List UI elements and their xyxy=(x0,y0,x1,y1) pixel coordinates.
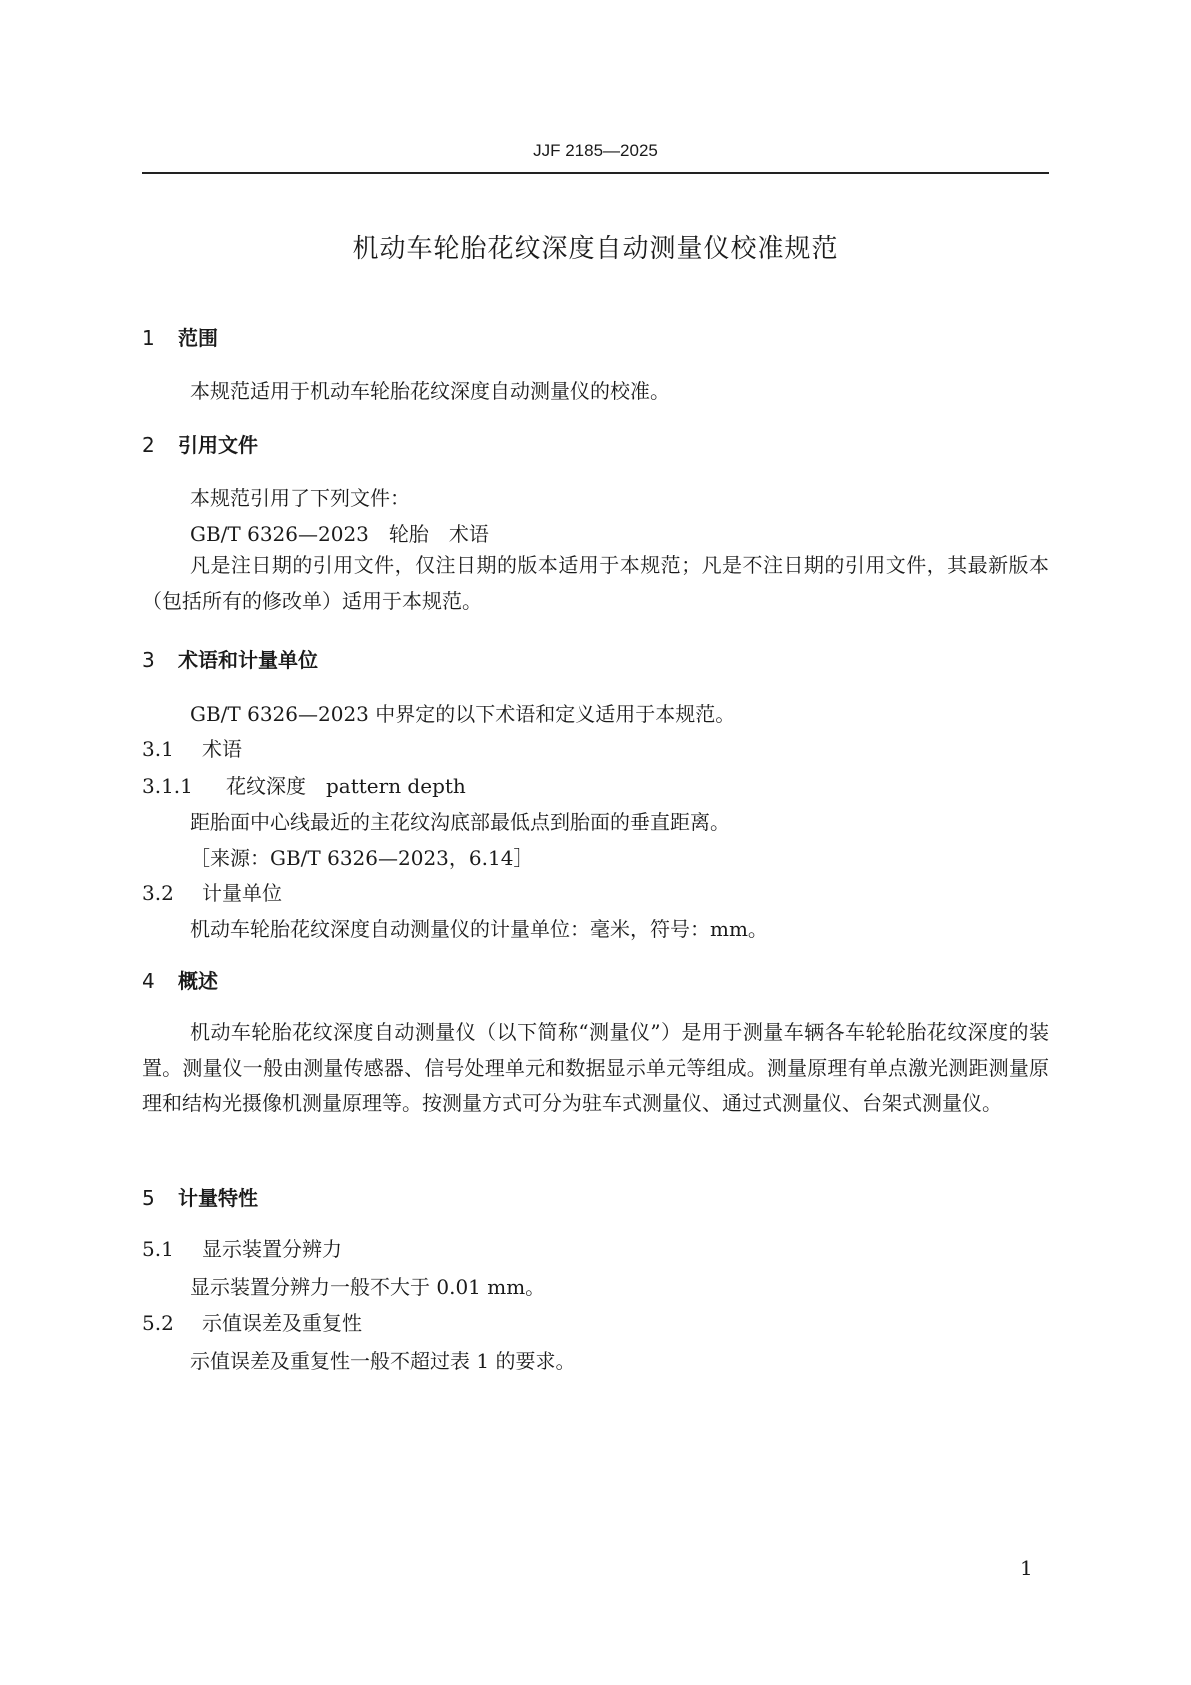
error-text: 示值误差及重复性一般不超过表 1 的要求。 xyxy=(190,1349,576,1373)
section-1-text: 本规范适用于机动车轮胎花纹深度自动测量仪的校准。 xyxy=(190,379,670,403)
section-number: 4 xyxy=(142,969,155,993)
section-2-heading xyxy=(142,429,258,458)
page-number: 1 xyxy=(1020,1556,1033,1580)
subsection-5-1 xyxy=(142,1233,342,1262)
section-5-heading xyxy=(142,1182,258,1211)
section-number: 2 xyxy=(142,433,155,457)
section-number: 3 xyxy=(142,648,155,672)
section-2-paragraph: 凡是注日期的引用文件，仅注日期的版本适用于本规范；凡是不注日期的引用文件，其最新版本（包括所有的修改单）适用于本规范。 xyxy=(142,553,1049,613)
section-title: 示值误差及重复性 xyxy=(202,1311,362,1335)
section-3-intro: GB/T 6326—2023 中界定的以下术语和定义适用于本规范。 xyxy=(190,702,736,726)
section-title: 术语和计量单位 xyxy=(178,648,318,672)
section-number: 3.2 xyxy=(142,881,174,905)
section-4-paragraph: 机动车轮胎花纹深度自动测量仪（以下简称“测量仪”）是用于测量车辆各车轮轮胎花纹深度的装置。测量仪一般由测量传感器、信号处理单元和数据显示单元等组成。测量原理有单点激光测距测量原理和结构光摄像机测量原理等。按测量方式可分为驻车式测量仪、通过式测量仪、台架式测量仪。 xyxy=(142,1020,1049,1116)
section-number: 5.1 xyxy=(142,1237,174,1261)
section-2-intro: 本规范引用了下列文件： xyxy=(190,486,410,510)
subsection-5-2 xyxy=(142,1307,362,1336)
section-title: 计量单位 xyxy=(202,881,282,905)
section-number: 3.1 xyxy=(142,737,174,761)
subsection-3-2 xyxy=(142,877,282,906)
term-source: ［来源：GB/T 6326—2023，6.14］ xyxy=(190,846,534,870)
term-title: 花纹深度 pattern depth xyxy=(226,774,466,798)
section-4-heading xyxy=(142,965,218,994)
section-number: 3.1.1 xyxy=(142,774,193,798)
section-title: 计量特性 xyxy=(178,1186,258,1210)
term-definition: 距胎面中心线最近的主花纹沟底部最低点到胎面的垂直距离。 xyxy=(190,810,730,834)
subsection-3-1 xyxy=(142,733,242,762)
section-number: 5.2 xyxy=(142,1311,174,1335)
section-title: 概述 xyxy=(178,969,218,993)
section-1-heading xyxy=(142,322,218,351)
unit-text: 机动车轮胎花纹深度自动测量仪的计量单位：毫米，符号：mm。 xyxy=(190,917,768,941)
section-number: 1 xyxy=(142,326,155,350)
document-title: 机动车轮胎花纹深度自动测量仪校准规范 xyxy=(352,234,839,264)
resolution-text: 显示装置分辨力一般不大于 0.01 mm。 xyxy=(190,1275,546,1299)
document-code-header: JJF 2185—2025 xyxy=(533,141,658,160)
header-rule xyxy=(142,172,1049,174)
section-title: 显示装置分辨力 xyxy=(202,1237,342,1261)
section-number: 5 xyxy=(142,1186,155,1210)
section-title: 术语 xyxy=(202,737,242,761)
section-3-heading xyxy=(142,644,318,673)
normative-reference: GB/T 6326—2023 轮胎 术语 xyxy=(190,522,489,546)
section-title: 引用文件 xyxy=(178,433,258,457)
subsection-3-1-1 xyxy=(142,770,466,799)
section-title: 范围 xyxy=(178,326,218,350)
